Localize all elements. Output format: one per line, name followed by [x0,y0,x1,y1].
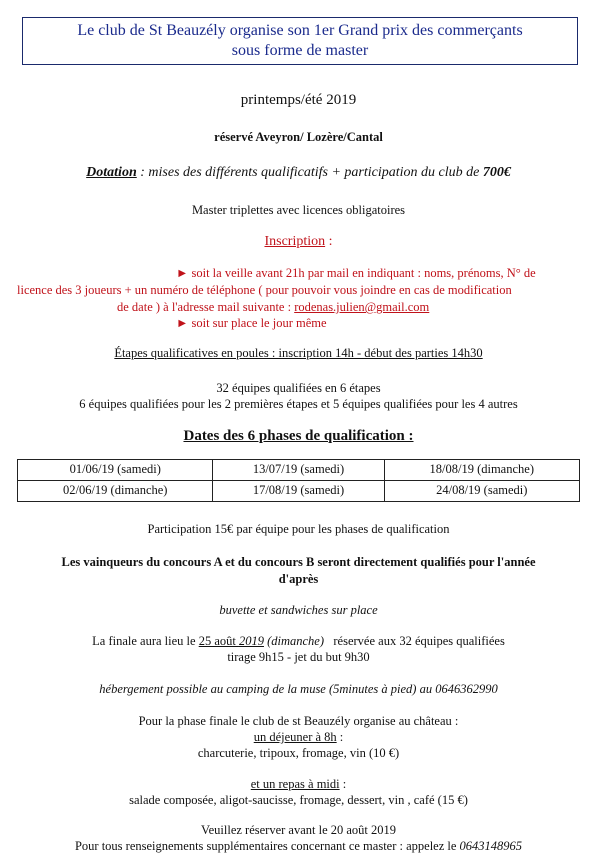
finale-date: 25 août [198,634,239,648]
dotation-line [0,164,597,182]
finale-year: 2019 [238,634,264,648]
inscription-label: Inscription [264,234,326,249]
winners-line-2: d'après [278,572,319,586]
winners-line-1: Les vainqueurs du concours A et du concours B seront directement qualifiés pour l'année [61,555,536,569]
date-cell: 24/08/19 (samedi) [384,481,580,502]
chateau-line: Pour la phase finale le club de st Beauzély organise au château : [138,714,459,728]
finale-tirage: tirage 9h15 - jet du but 9h30 [227,650,370,664]
dates-table [17,459,580,502]
repas-label: et un repas à midi [250,777,340,791]
header-box [22,17,578,65]
hebergement-line: hébergement possible au camping de la muse (5minutes à pied) au 0646362990 [99,682,498,696]
qualif-line-1: 32 équipes qualifiées en 6 étapes [216,381,381,395]
dejeuner-heading: un déjeuner à 8h : [253,730,344,744]
header-line-1: Le club de St Beauzély organise son 1er Grand prix des commerçants [77,22,523,39]
repas-heading: et un repas à midi : [250,777,347,791]
season: printemps/été 2019 [240,92,357,108]
finale-day: (dimanche) [263,634,325,648]
contact-line: Pour tous renseignements supplémentaires concernant ce master : appelez le 0643148965 [74,839,523,853]
contact-phone: 0643148965 [459,839,523,853]
dates-title: Dates des 6 phases de qualification : [183,428,414,444]
date-cell: 01/06/19 (samedi) [18,460,213,481]
qualif-line-2: 6 équipes qualifiées pour les 2 premières étapes et 5 équipes qualifiées pour les 4 autres [79,397,518,411]
date-cell: 02/06/19 (dimanche) [18,481,213,502]
inscription-line-4: ► soit sur place le jour même [176,316,327,330]
table-row [18,481,580,502]
header-line-2: sous forme de master [231,42,369,59]
inscription-line-2: licence des 3 joueurs + un numéro de téléphone ( pour pouvoir vous joindre en cas de modification [17,283,512,297]
dejeuner-label: un déjeuner à 8h [253,730,337,744]
inscription-heading [0,233,597,251]
dotation-amount: 700€ [482,165,511,180]
finale-line: La finale aura lieu le 25 août 2019 (dimanche) réservée aux 32 équipes qualifiées [92,634,505,648]
date-cell: 18/08/19 (dimanche) [384,460,580,481]
dejeuner-menu: charcuterie, tripoux, fromage, vin (10 €) [197,746,400,760]
participation-line: Participation 15€ par équipe pour les phases de qualification [147,522,450,536]
buvette-line: buvette et sandwiches sur place [219,603,378,617]
table-row [18,460,580,481]
reserved-regions: réservé Aveyron/ Lozère/Cantal [214,130,383,144]
bullet-arrow-icon: ► [176,316,189,330]
email-link[interactable]: rodenas.julien@gmail.com [294,300,430,314]
date-cell: 17/08/19 (samedi) [213,481,384,502]
inscription-colon: : [325,234,333,249]
dotation-text: : mises des différents qualificatifs + participation du club de [136,165,483,180]
dotation-label: Dotation [86,165,137,180]
inscription-line-3: de date ) à l'adresse mail suivante : rodenas.julien@gmail.com [117,300,430,314]
master-line: Master triplettes avec licences obligatoires [191,203,406,217]
bullet-arrow-icon: ► [176,266,189,280]
reserve-line: Veuillez réserver avant le 20 août 2019 [200,823,397,837]
repas-menu: salade composée, aligot-saucisse, fromage, dessert, vin , café (15 €) [129,793,468,807]
etapes-line: Étapes qualificatives en poules : inscription 14h - début des parties 14h30 [114,346,483,360]
inscription-line-1: ► soit la veille avant 21h par mail en indiquant : noms, prénoms, N° de [176,266,536,280]
date-cell: 13/07/19 (samedi) [213,460,384,481]
